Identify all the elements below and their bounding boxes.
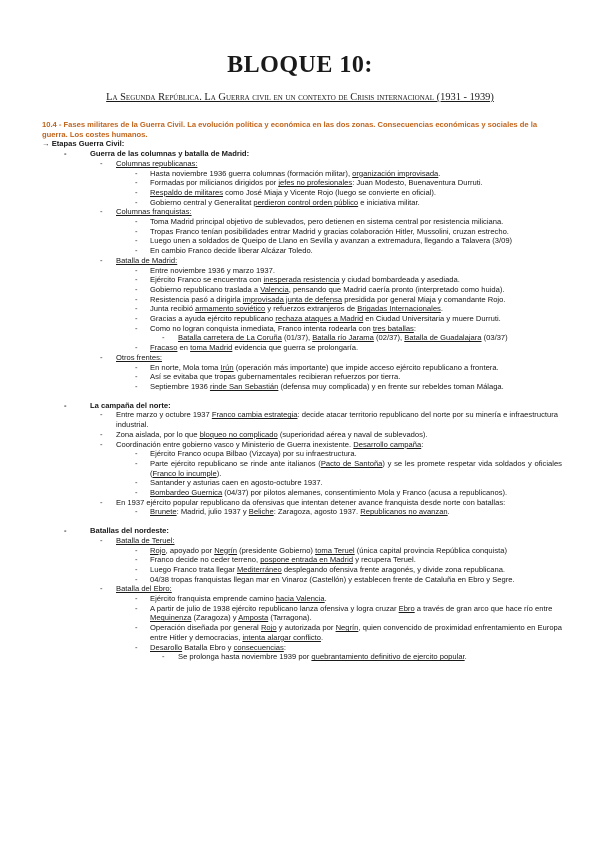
list-item: [42, 410, 562, 429]
bullet: -: [100, 158, 103, 168]
text: (única capital provincia República conquista): [354, 545, 508, 555]
bullet: -: [135, 594, 138, 604]
bullet: -: [135, 275, 138, 285]
bullet: -: [135, 642, 138, 652]
bullet: -: [135, 323, 138, 333]
list-item: [42, 324, 562, 334]
underlined-text: Batalla río Jarama: [312, 333, 374, 343]
list-item: [42, 333, 562, 343]
bullet: -: [100, 535, 103, 545]
text: Ejército Franco ocupa Bilbao (Vizcaya) por su infraestructura.: [150, 449, 357, 459]
underlined-text: hacia Valencia: [275, 594, 325, 604]
bullet: -: [135, 226, 138, 236]
underlined-text: Desarrollo campaña: [353, 439, 422, 449]
text: (presidente Gobierno): [236, 545, 316, 555]
underlined-text: toma Madrid: [190, 343, 233, 353]
text: .: [464, 652, 467, 662]
bullet: -: [135, 168, 138, 178]
underlined-text: Mequinenza: [150, 613, 192, 623]
text: .: [324, 594, 327, 604]
bullet: -: [135, 178, 138, 188]
list-item: [42, 575, 562, 585]
text: Junta recibió: [150, 304, 196, 314]
list-item: [42, 546, 562, 556]
text: Gobierno republicano traslada a: [150, 284, 261, 294]
bullet: -: [135, 362, 138, 372]
underlined-text: intenta alargar conflicto: [242, 632, 321, 642]
underlined-text: Amposta: [238, 613, 269, 623]
text: presidida por general Miaja y comandante Rojo.: [342, 294, 506, 304]
bullet: -: [162, 652, 165, 662]
text: .: [447, 507, 450, 517]
text: Gobierno central y Generalitat: [150, 197, 254, 207]
bullet: -: [100, 429, 103, 439]
list-item: [42, 594, 562, 604]
text: :: [413, 323, 416, 333]
underlined-text: pospone entrada en Madrid: [260, 555, 354, 565]
list-item: [42, 382, 562, 392]
underlined-text: improvisada junta de defensa: [242, 294, 343, 304]
underlined-text: Pacto de Santoña: [320, 458, 383, 468]
bullet: -: [135, 314, 138, 324]
section-heading: 10.4 - Fases militares de la Guerra Civil. La evolución política y económica en las dos zonas. Consecuencias económicas y sociales de la guerra. Los costes humanos.: [42, 120, 538, 139]
ebro-title: [42, 584, 562, 594]
underlined-text: Rojo: [260, 623, 277, 633]
bullet: -: [100, 410, 103, 420]
bullet: -: [100, 255, 103, 265]
text: :: [283, 642, 286, 652]
text: Resistencia pasó a dirigirla: [150, 294, 243, 304]
bullet: -: [135, 246, 138, 256]
text: Hasta noviembre 1936 guerra columnas (formación militar),: [150, 168, 353, 178]
sec1-title: [42, 149, 562, 159]
text: Parte ejército republicano se rinde ante italianos (: [150, 458, 321, 468]
text: Ejército Franco se encuentra con: [150, 275, 264, 285]
text: Entre marzo y octubre 1937: [116, 410, 212, 420]
list-item: [42, 555, 562, 565]
text: Franco decide no ceder terreno,: [150, 555, 261, 565]
list-item: [42, 478, 562, 488]
underlined-text: Mediterráneo: [236, 564, 282, 574]
text: En norte, Mola toma: [150, 362, 221, 372]
list-item: [42, 430, 562, 440]
underlined-text: consecuencias: [233, 642, 284, 652]
bullet: -: [100, 352, 103, 362]
text: Luego Franco trata llegar: [150, 564, 237, 574]
list-item: [42, 459, 562, 478]
underlined-text: quebrantamiento definitivo de ejercito popular: [311, 652, 465, 662]
list-item: [42, 285, 562, 295]
bullet: -: [135, 545, 138, 555]
text: , apoyado por: [165, 545, 215, 555]
document-title: BLOQUE 10:: [227, 52, 373, 78]
bullet: -: [135, 304, 138, 314]
list-item: [42, 304, 562, 314]
underlined-text: Valencia: [260, 284, 289, 294]
text: Formadas por milicianos dirigidos por: [150, 178, 279, 188]
underlined-text: Fracaso: [150, 343, 178, 353]
list-item: [42, 227, 562, 237]
bullet: -: [135, 187, 138, 197]
underlined-text: Republicanos no avanzan: [360, 507, 448, 517]
text: Se prolonga hasta noviembre 1939 por: [178, 652, 312, 662]
sec2-title-text: La campaña del norte:: [90, 400, 171, 410]
underlined-text: Brunete: [150, 507, 177, 517]
list-item: [42, 440, 562, 450]
text: En cambio Franco decide liberar Alcázar Toledo.: [150, 246, 313, 256]
bullet: -: [100, 207, 103, 217]
bullet: -: [135, 564, 138, 574]
text: (operación más importante) que impide acceso ejército republicano a frontera.: [233, 362, 499, 372]
text: Como no logran conquista inmediata, Franco intenta rodearla con: [150, 323, 373, 333]
bullet: -: [135, 343, 138, 353]
text: (01/37),: [281, 333, 313, 343]
bullet: -: [135, 478, 138, 488]
underlined-text: jefes no profesionales: [278, 178, 353, 188]
bullet: -: [135, 217, 138, 227]
underlined-text: rinde San Sebastián: [209, 381, 279, 391]
underlined-text: organización improvisada: [352, 168, 439, 178]
bullet: -: [135, 574, 138, 584]
underlined-text: bloqueo no complicado: [199, 429, 278, 439]
list-item: [42, 178, 562, 188]
text: y refuerzos extranjeros de: [265, 304, 358, 314]
underlined-text: toma Teruel: [315, 545, 355, 555]
bullet: -: [135, 284, 138, 294]
underlined-text: Batalla de Guadalajara: [404, 333, 482, 343]
bullet: -: [100, 584, 103, 594]
list-item: [42, 363, 562, 373]
underlined-text: Ebro: [398, 603, 415, 613]
etapas-heading: → Etapas Guerra Civil:: [42, 139, 125, 149]
list-item: [42, 169, 562, 179]
text: Operación diseñada por general: [150, 623, 261, 633]
document-content: [42, 120, 562, 662]
text: en: [177, 343, 191, 353]
text: (Zaragoza) y: [191, 613, 239, 623]
text: y recupera Teruel.: [353, 555, 416, 565]
list-item: [42, 217, 562, 227]
text: Luego unen a soldados de Queipo de Llano en Sevilla y avanzan a extremadura, llegando a Talavera (3/09): [150, 236, 513, 246]
list-item: [42, 314, 562, 324]
underlined-text: Negrín: [335, 623, 359, 633]
bullet: -: [162, 333, 165, 343]
bullet: -: [135, 449, 138, 459]
list-item: [42, 236, 562, 246]
underlined-text: Respaldo de militares: [150, 187, 224, 197]
col-rep-title: [42, 159, 562, 169]
text: : Juan Modesto, Buenaventura Durruti.: [352, 178, 483, 188]
list-item: [42, 372, 562, 382]
bullet: -: [135, 458, 138, 468]
list-item: [42, 343, 562, 353]
text: Septiembre 1936: [150, 381, 210, 391]
list-item: [42, 188, 562, 198]
bullet: -: [64, 400, 67, 410]
madrid-title-text: Batalla de Madrid:: [116, 255, 178, 265]
underlined-text: Bombardeo Guernica: [150, 488, 223, 498]
bullet: -: [135, 507, 138, 517]
list-item: [42, 198, 562, 208]
teruel-title-text: Batalla de Teruel:: [116, 535, 175, 545]
list-item: [42, 488, 562, 498]
text: Tropas Franco tenían posibilidades entrar Madrid y gracias colaboración Hitler, Mussolini, cruzan estrecho.: [150, 226, 509, 236]
list-item: [42, 565, 562, 575]
otros-title-text: Otros frentes:: [116, 352, 163, 362]
text: , quien convencido de proximidad enfrentamiento en Europa entre Hitler y democracias,: [150, 623, 562, 642]
underlined-text: Rojo: [150, 545, 166, 555]
list-item: [42, 652, 562, 662]
underlined-text: Irún: [220, 362, 234, 372]
list-item: [42, 246, 562, 256]
text: Toma Madrid principal objetivo de sublevados, pero detienen en sistema central por resistencia miliciana.: [150, 217, 504, 227]
text: En 1937 ejército popular republicano da ofensivas que intentan detener avance franquista desde norte con batallas:: [116, 497, 506, 507]
text: (04/37) por pilotos alemanes, consentimiento Mola y Franco (acusa a republicanos).: [222, 488, 508, 498]
underlined-text: perdieron control orden público: [253, 197, 359, 207]
text: ).: [216, 468, 222, 478]
underlined-text: Franco cambia estrategia: [211, 410, 298, 420]
text: : Madrid, julio 1937 y: [176, 507, 249, 517]
text: Coordinación entre gobierno vasco y Ministerio de Guerra inexistente.: [116, 439, 354, 449]
madrid-title: [42, 256, 562, 266]
text: : decide atacar territorio republicano del norte por su minería e infraestructura industrial.: [116, 410, 558, 430]
underlined-text: Batalla carretera de La Coruña: [178, 333, 282, 343]
list-item: [42, 275, 562, 285]
text: A partir de julio de 1938 ejército republicano lanza ofensiva y logra cruzar: [150, 603, 399, 613]
text: evidencia que guerra se prolongaría.: [232, 343, 359, 353]
list-item: [42, 623, 562, 642]
bullet: -: [135, 236, 138, 246]
underlined-text: Desarollo: [150, 642, 183, 652]
underlined-text: armamento soviético: [195, 304, 266, 314]
text: : Zaragoza, agosto 1937.: [273, 507, 361, 517]
sec2-title: [42, 401, 562, 411]
list-item: [42, 498, 562, 508]
bullet: -: [64, 149, 67, 159]
bullet: -: [135, 197, 138, 207]
bullet: -: [64, 526, 67, 536]
bullet: -: [135, 372, 138, 382]
text: Batalla Ebro y: [182, 642, 234, 652]
otros-title: [42, 353, 562, 363]
bullet: -: [135, 294, 138, 304]
document-subtitle: La Segunda República. La Guerra civil en un contexto de Crisis internacional (1931 - 1939): [106, 92, 494, 103]
text: Santander y asturias caen en agosto-octubre 1937.: [150, 478, 323, 488]
col-fran-title-text: Columnas franquistas:: [116, 207, 192, 217]
text: (03/37): [481, 333, 508, 343]
bullet: -: [100, 439, 103, 449]
bullet: -: [135, 603, 138, 613]
underlined-text: Franco lo incumple: [152, 468, 217, 478]
list-item: [42, 507, 562, 517]
text: .: [320, 632, 324, 642]
text: Zona aislada, por lo que: [116, 429, 200, 439]
text: 04/38 tropas franquistas llegan mar en Vinaroz (Castellón) y establecen frente de Cataluña en Ebro y Segre.: [150, 574, 515, 584]
text: y autorizada por: [276, 623, 336, 633]
text: ) y se les promete respetar vida soldados y oficiales (: [150, 458, 562, 478]
underlined-text: Negrín: [214, 545, 237, 555]
sec1-title-text: Guerra de las columnas y batalla de Madrid:: [90, 149, 250, 159]
text: desplegando ofensiva frente aragonés, y divide zona republicana.: [281, 564, 506, 574]
bullet: -: [135, 623, 138, 633]
text: :: [421, 439, 424, 449]
underlined-text: tres batallas: [372, 323, 414, 333]
list-item: [42, 295, 562, 305]
list-item: [42, 643, 562, 653]
ebro-title-text: Batalla del Ebro:: [116, 584, 172, 594]
bullet: -: [135, 555, 138, 565]
text: y ciudad bombardeada y asediada.: [339, 275, 460, 285]
text: .: [440, 304, 443, 314]
text: e iniciativa militar.: [358, 197, 420, 207]
text: (02/37),: [373, 333, 405, 343]
text: Así se evitaba que tropas gubernamentales recibieran refuerzos por tierra.: [150, 372, 401, 382]
sec3-title: [42, 526, 562, 536]
text: Entre noviembre 1936 y marzo 1937.: [150, 265, 275, 275]
bullet: -: [100, 497, 103, 507]
bullet: -: [135, 265, 138, 275]
underlined-text: Beliche: [248, 507, 274, 517]
list-item: [42, 449, 562, 459]
teruel-title: [42, 536, 562, 546]
col-rep-title-text: Columnas republicanas:: [116, 158, 198, 168]
sec3-title-text: Batallas del nordeste:: [90, 526, 169, 536]
list-item: [42, 604, 562, 623]
text: como José Miaja y Vicente Rojo (luego se convierte en oficial).: [223, 187, 437, 197]
text: Gracias a ayuda ejército republicano: [150, 314, 276, 324]
underlined-text: Brigadas Internacionales: [357, 304, 441, 314]
underlined-text: inesperada resistencia: [263, 275, 340, 285]
text: (defensa muy complicada) y en frente sur rebeldes toman Málaga.: [278, 381, 504, 391]
list-item: [42, 266, 562, 276]
bullet: -: [135, 488, 138, 498]
text: Ejército franquista emprende camino: [150, 594, 276, 604]
text: (superioridad aérea y naval de sublevados).: [277, 429, 428, 439]
text: .: [438, 168, 441, 178]
text: (Tarragona).: [268, 613, 312, 623]
col-fran-title: [42, 207, 562, 217]
bullet: -: [135, 381, 138, 391]
text: , pensando que Madrid caería pronto (interpretado como huida).: [288, 284, 505, 294]
text: en Ciudad Universitaria y muere Durruti.: [363, 314, 501, 324]
underlined-text: rechaza ataques a Madrid: [275, 314, 364, 324]
text: a través de gran arco que hace río entre: [414, 603, 553, 613]
